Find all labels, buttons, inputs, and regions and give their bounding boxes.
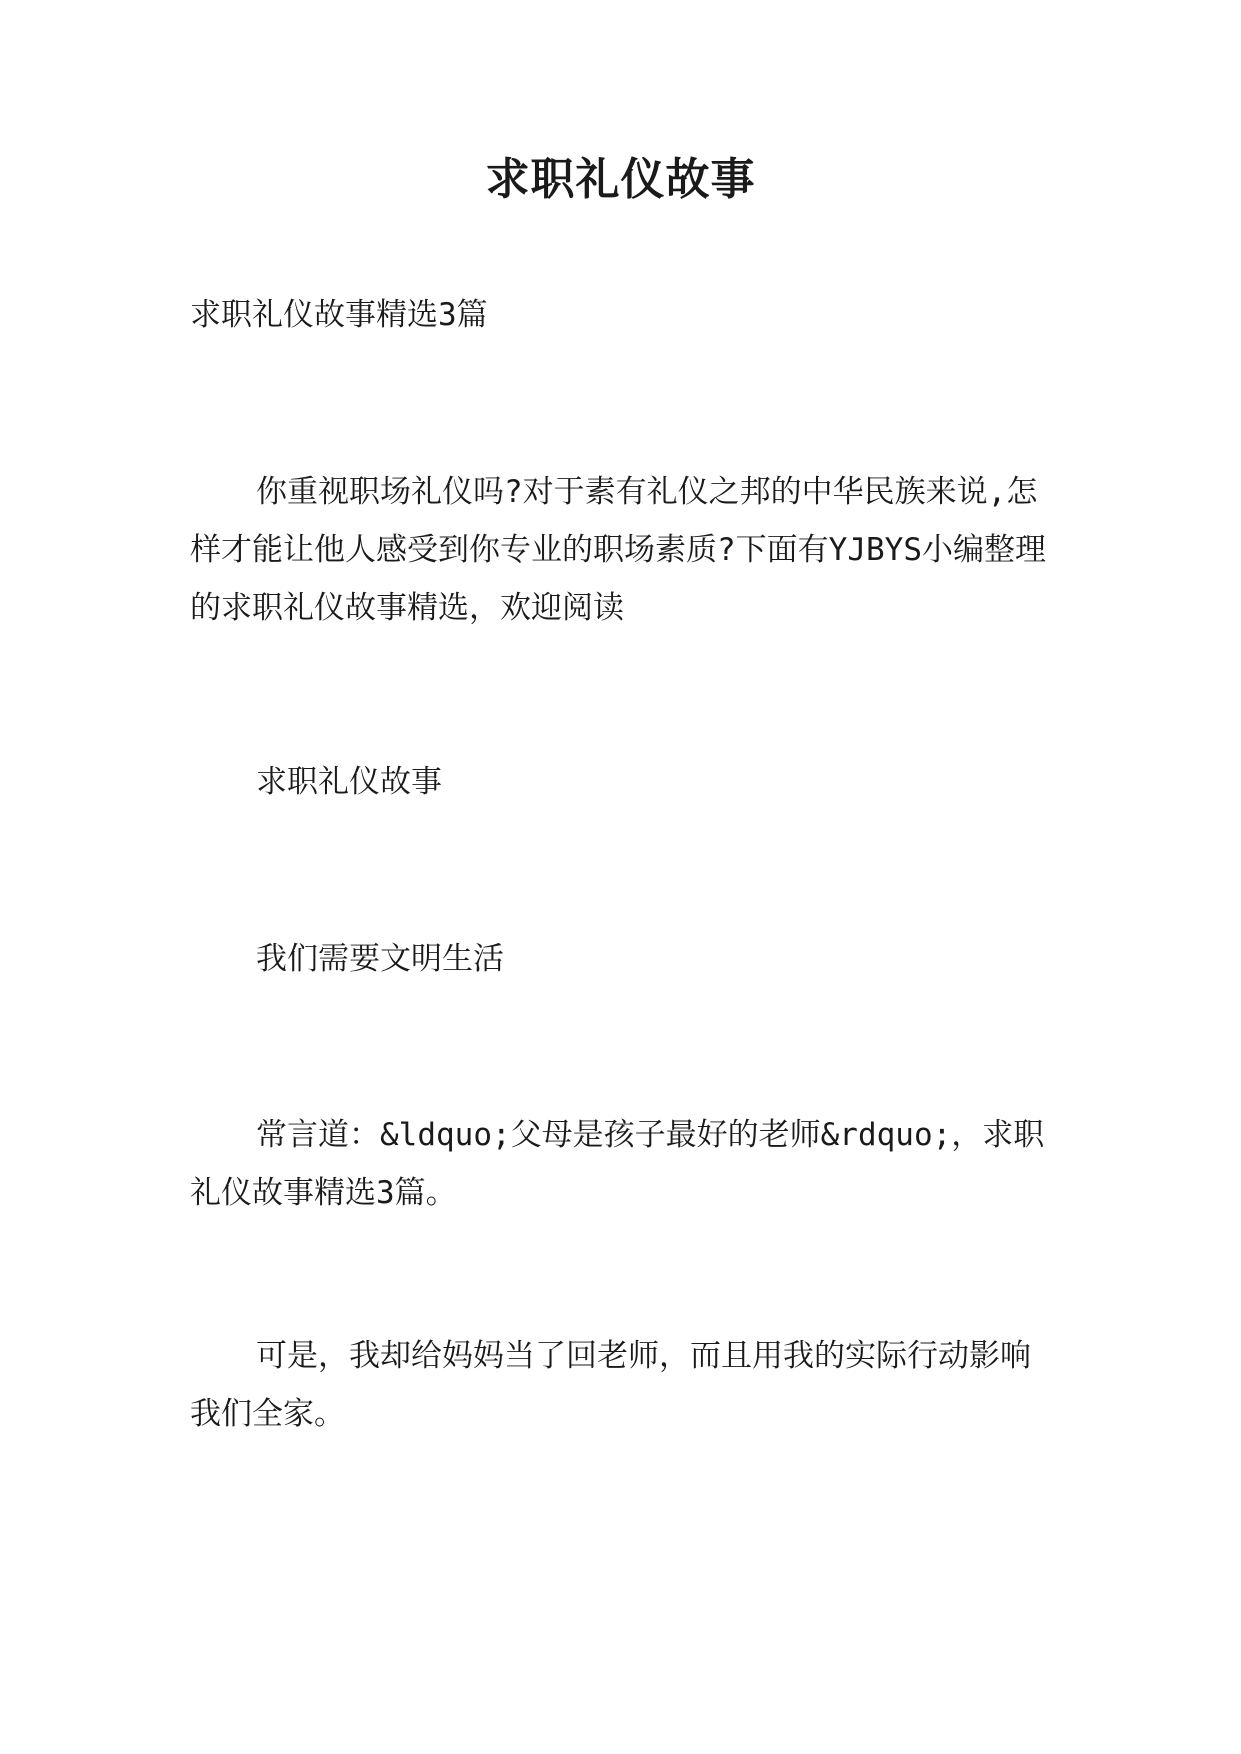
saying-paragraph: 常言道：&ldquo;父母是孩子最好的老师&rdquo;，求职礼仪故事精选3篇。 <box>190 1117 1045 1211</box>
document-subtitle: 求职礼仪故事精选3篇 <box>190 297 488 333</box>
intro-paragraph: 你重视职场礼仪吗?对于素有礼仪之邦的中华民族来说,怎样才能让他人感受到你专业的职场素质?下面有YJBYS小编整理的求职礼仪故事精选，欢迎阅读 <box>190 474 1046 626</box>
section-subheading: 我们需要文明生活 <box>256 941 504 977</box>
document-title: 求职礼仪故事 <box>485 154 756 205</box>
section-heading: 求职礼仪故事 <box>256 764 442 800</box>
story-paragraph: 可是，我却给妈妈当了回老师，而且用我的实际行动影响我们全家。 <box>190 1338 1031 1432</box>
